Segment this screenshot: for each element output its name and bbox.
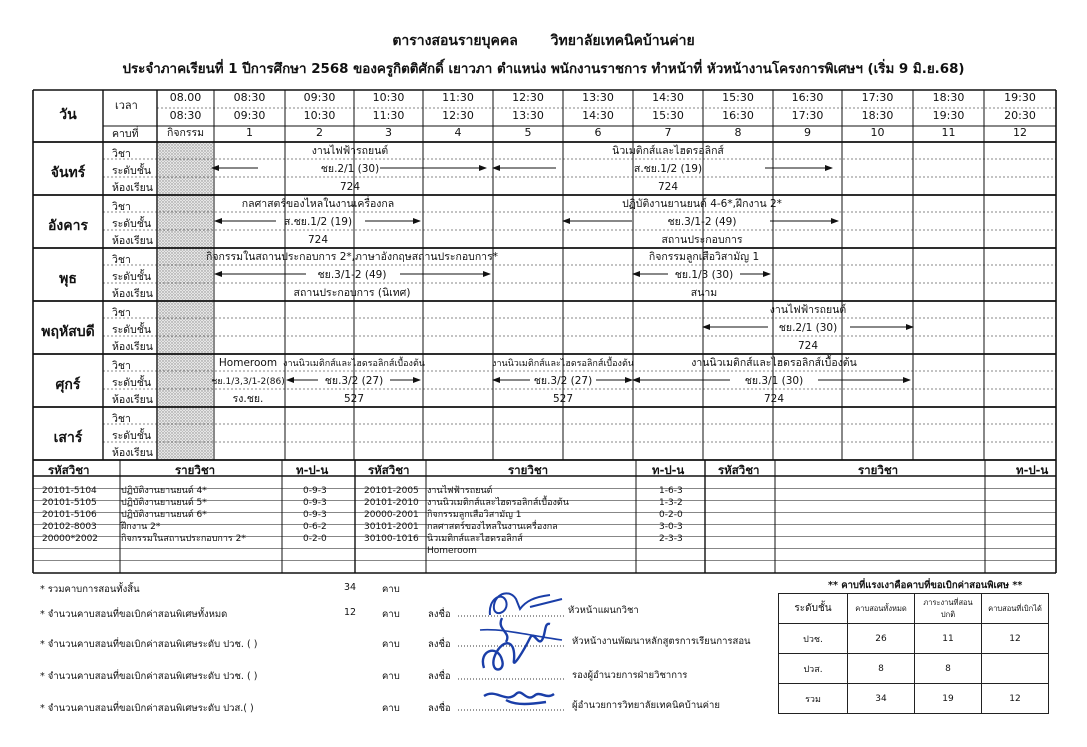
time-slot: 18:30 [932, 91, 965, 104]
course-name: กิจกรรมลูกเสือวิสามัญ 1 [427, 510, 522, 520]
course-name: กิจกรรมในสถานประกอบการ 2* [121, 534, 246, 544]
row-label: ระดับชั้น [112, 430, 152, 442]
course-name: ฝึกงาน 2* [121, 522, 161, 532]
course-code: 20101-5106 [42, 510, 97, 520]
slot-room: สถานประกอบการ (นิเทศ) [293, 287, 411, 299]
time-slot: 08:30 [233, 91, 266, 104]
legend-name-header: รายวิชา [858, 463, 899, 477]
slot-level: ส.ชย.1/2 (19) [633, 163, 703, 175]
slot-level: ชย.3/1 (30) [744, 375, 804, 387]
row-label: ระดับชั้น [112, 271, 152, 283]
legend-name-header: รายวิชา [508, 463, 549, 477]
time-slot: 12:30 [512, 91, 544, 104]
row-label: วิชา [112, 360, 131, 372]
time-slot: 12:30 [442, 109, 474, 122]
course-code: 30101-2001 [364, 522, 419, 532]
period-label: คาบที่ [112, 128, 139, 140]
course-code: 20000-2001 [364, 510, 419, 520]
slot-subject: งานไฟฟ้ารถยนต์ [311, 145, 389, 157]
summary-row [779, 684, 1049, 714]
row-label: ระดับชั้น [112, 324, 152, 336]
summary-cell: 8 [848, 654, 915, 684]
course-code: 20101-2010 [364, 498, 419, 508]
time-label: เวลา [115, 99, 138, 112]
summary-cell: 12 [982, 624, 1049, 654]
course-name: งานนิวเมติกส์และไฮดรอลิกส์เบื้องต้น [427, 498, 569, 508]
period-number: 12 [1013, 126, 1027, 139]
slot-level: ชย.3/2 (27) [533, 375, 593, 387]
slot-subject: งานนิวเมติกส์และไฮดรอลิกส์เบื้องต้น [691, 357, 857, 369]
course-tpn: 0-2-0 [303, 534, 327, 544]
title-text: ตารางสอนรายบุคคล [392, 33, 518, 49]
special-pvs-label: * จำนวนคาบสอนที่ขอเบิกค่าสอนพิเศษระดับ ปวส.( ) [40, 703, 254, 714]
summary-header-row [779, 594, 1049, 624]
period-number: 9 [804, 126, 811, 139]
course-name: งานไฟฟ้ารถยนต์ [427, 486, 493, 496]
slot-level: ชย.3/1-2 (49) [667, 216, 737, 228]
day-monday: จันทร์ [50, 165, 86, 181]
course-name: นิวเมติกส์และไฮดรอลิกส์ [427, 534, 523, 544]
course-code: 30100-1016 [364, 534, 419, 544]
summary-cell: 11 [915, 624, 982, 654]
signature-curriculum-head [472, 610, 572, 680]
period-number: กิจกรรม [166, 127, 205, 139]
course-tpn: 1-6-3 [659, 486, 683, 496]
slot-room: รง.ชย. [232, 393, 264, 405]
time-slot: 14:30 [652, 91, 684, 104]
slot-room: 724 [657, 181, 679, 193]
time-slot: 14:30 [582, 109, 614, 122]
unit-label: คาบ [382, 703, 400, 714]
legend-tpn-header: ท-ป-น [1016, 463, 1049, 477]
time-slot: 08.00 [169, 91, 202, 104]
slot-level: ชย.2/1 (30) [778, 322, 838, 334]
slot-room: สนาม [690, 287, 718, 299]
summary-row [779, 654, 1049, 684]
time-slot: 11:30 [442, 91, 474, 104]
slot-subject: นิวเมติกส์และไฮดรอลิกส์ [612, 145, 724, 157]
special-pvc-label: * จำนวนคาบสอนที่ขอเบิกค่าสอนพิเศษระดับ ปวช. ( ) [40, 639, 258, 650]
summary-header: คาบสอนที่เบิกได้ [982, 594, 1049, 624]
course-name: ปฏิบัติงานยานยนต์ 5* [121, 498, 207, 508]
slot-level: ชย.1/3 (30) [674, 269, 734, 281]
time-slot: 13:30 [582, 91, 614, 104]
course-tpn: 0-9-3 [303, 486, 327, 496]
slot-room: สถานประกอบการ [661, 234, 743, 246]
summary-cell: 19 [915, 684, 982, 714]
day-wednesday: พุธ [59, 271, 77, 287]
course-name: กลศาสตร์ของไหลในงานเครื่องกล [427, 522, 558, 532]
slot-level: ชย.1/3,3/1-2(86) [211, 377, 285, 387]
time-slot: 15:30 [722, 91, 754, 104]
time-slot: 08:30 [169, 109, 202, 122]
course-name: Homeroom [427, 546, 477, 556]
legend-code-header: รหัสวิชา [718, 463, 760, 477]
course-code: 20000*2002 [42, 534, 99, 544]
course-code: 20102-8003 [42, 522, 97, 532]
slot-subject: กิจกรรมลูกเสือวิสามัญ 1 [648, 251, 760, 263]
role-deputy-director: รองผู้อำนวยการฝ่ายวิชาการ [572, 670, 688, 681]
period-number: 10 [870, 126, 885, 139]
day-friday: ศุกร์ [55, 377, 81, 393]
course-name: ปฏิบัติงานยานยนต์ 4* [121, 486, 207, 496]
course-name: ปฏิบัติงานยานยนต์ 6* [121, 510, 207, 520]
legend-code-header: รหัสวิชา [368, 463, 410, 477]
role-curriculum-head: หัวหน้างานพัฒนาหลักสูตรการเรียนการสอน [572, 636, 751, 647]
summary-cell: รวม [779, 684, 848, 714]
unit-label: คาบ [382, 671, 400, 682]
role-director: ผู้อำนวยการวิทยาลัยเทคนิคบ้านค่าย [572, 700, 720, 711]
summary-table [778, 593, 1049, 714]
slot-room: 724 [339, 181, 361, 193]
course-code: 20101-5104 [42, 486, 97, 496]
summary-cell: 26 [848, 624, 915, 654]
slot-room: 527 [552, 393, 574, 405]
summary-cell: ปวช. [779, 624, 848, 654]
row-label: วิชา [112, 307, 131, 319]
slot-subject: ปฏิบัติงานยานยนต์ 4-6*,ฝึกงาน 2* [622, 198, 782, 210]
unit-label: คาบ [382, 639, 400, 650]
day-thursday: พฤหัสบดี [41, 324, 95, 340]
time-slot: 16:30 [722, 109, 754, 122]
slot-subject: กิจกรรมในสถานประกอบการ 2*,ภาษาอังกฤษสถานประกอบการ* [206, 251, 498, 263]
row-label: วิชา [112, 413, 131, 425]
period-number: 3 [385, 126, 392, 139]
summary-header: ภาระงานที่สอนปกติ [915, 594, 982, 624]
summary-header: คาบสอนทั้งหมด [848, 594, 915, 624]
slot-level: ส.ชย.1/2 (19) [283, 216, 353, 228]
row-label: วิชา [112, 254, 131, 266]
row-label: วิชา [112, 201, 131, 213]
day-header: วัน [59, 107, 77, 123]
summary-cell: ปวส. [779, 654, 848, 684]
college-name: วิทยาลัยเทคนิคบ้านค่าย [550, 33, 695, 49]
summary-cell [982, 654, 1049, 684]
course-code: 20101-2005 [364, 486, 419, 496]
course-tpn: 3-0-3 [659, 522, 683, 532]
total-periods-value: 34 [344, 582, 357, 593]
period-number: 8 [734, 126, 742, 139]
row-label: ระดับชั้น [112, 377, 152, 389]
row-label: ห้องเรียน [112, 182, 153, 194]
role-dept-head: หัวหน้าแผนกวิชา [568, 605, 639, 616]
sign-label: ลงชื่อ [428, 639, 451, 650]
slot-room: 724 [797, 340, 819, 352]
row-label: ห้องเรียน [112, 341, 153, 353]
period-number: 4 [454, 126, 462, 139]
time-slot: 09:30 [233, 109, 266, 122]
period-number: 5 [524, 126, 532, 139]
course-tpn: 0-2-0 [659, 510, 683, 520]
summary-title: ** คาบที่แรงเงาคือคาบที่ขอเบิกค่าสอนพิเศษ ** [828, 580, 1023, 591]
sign-label: ลงชื่อ [428, 609, 451, 620]
time-slot: 19:30 [932, 109, 965, 122]
course-code: 20101-5105 [42, 498, 97, 508]
row-label: ห้องเรียน [112, 288, 153, 300]
time-slot: 11:30 [372, 109, 405, 122]
day-tuesday: อังคาร [48, 218, 88, 234]
period-number: 7 [664, 126, 672, 139]
special-all-value: 12 [344, 607, 357, 618]
time-slot: 17:30 [861, 91, 894, 104]
sign-label: ลงชื่อ [428, 703, 451, 714]
row-label: ระดับชั้น [112, 218, 152, 230]
legend-name-header: รายวิชา [175, 463, 216, 477]
row-label: ห้องเรียน [112, 447, 153, 459]
summary-cell: 12 [982, 684, 1049, 714]
course-tpn: 0-6-2 [303, 522, 327, 532]
signature-director [476, 682, 576, 712]
slot-subject: Homeroom [218, 357, 278, 369]
row-label: ห้องเรียน [112, 235, 153, 247]
slot-level: ชย.2/1 (30) [320, 163, 380, 175]
row-label: วิชา [112, 148, 131, 160]
period-number: 1 [246, 126, 253, 139]
page-subtitle: ประจำภาคเรียนที่ 1 ปีการศึกษา 2568 ของครูกิตติศักดิ์ เยาวภา ตำแหน่ง พนักงานราชการ ทำหน้าที่ หัวหน้างานโครงการพิเศษฯ (เริ่ม 9 มิ.ย.68) [122, 62, 965, 77]
total-periods-label: * รวมคาบการสอนทั้งสิ้น [40, 584, 140, 595]
slot-room: 724 [307, 234, 329, 246]
day-saturday: เสาร์ [53, 430, 83, 446]
unit-label: คาบ [382, 584, 400, 595]
course-tpn: 0-9-3 [303, 498, 327, 508]
slot-subject: งานนิวเมติกส์และไฮดรอลิกส์เบื้องต้น [283, 359, 425, 369]
legend-code-header: รหัสวิชา [48, 463, 90, 477]
time-slot: 13:30 [512, 109, 544, 122]
time-slot: 17:30 [791, 109, 824, 122]
slot-subject: งานไฟฟ้ารถยนต์ [769, 304, 847, 316]
period-number: 11 [941, 126, 956, 139]
slot-subject: งานนิวเมติกส์และไฮดรอลิกส์เบื้องต้น [492, 359, 634, 369]
special-all-label: * จำนวนคาบสอนที่ขอเบิกค่าสอนพิเศษทั้งหมด [40, 609, 228, 620]
slot-level: ชย.3/1-2 (49) [317, 269, 387, 281]
course-tpn: 0-9-3 [303, 510, 327, 520]
period-number: 2 [316, 126, 323, 139]
slot-level: ชย.3/2 (27) [324, 375, 384, 387]
special-pvc2-label: * จำนวนคาบสอนที่ขอเบิกค่าสอนพิเศษระดับ ปวช. ( ) [40, 671, 258, 682]
time-slot: 20:30 [1004, 109, 1036, 122]
time-slot: 09:30 [303, 91, 336, 104]
time-slot: 10:30 [372, 91, 405, 104]
course-tpn: 1-3-2 [659, 498, 683, 508]
slot-room: 527 [343, 393, 365, 405]
sign-label: ลงชื่อ [428, 671, 451, 682]
unit-label: คาบ [382, 609, 400, 620]
slot-room: 724 [763, 393, 785, 405]
row-label: ห้องเรียน [112, 394, 153, 406]
time-slot: 15:30 [652, 109, 684, 122]
period-number: 6 [594, 126, 602, 139]
row-label: ระดับชั้น [112, 165, 152, 177]
time-slot: 18:30 [861, 109, 894, 122]
time-slot: 16:30 [791, 91, 824, 104]
course-tpn: 2-3-3 [659, 534, 683, 544]
legend-tpn-header: ท-ป-น [652, 463, 685, 477]
summary-cell: 34 [848, 684, 915, 714]
summary-header: ระดับชั้น [779, 594, 848, 624]
summary-row [779, 624, 1049, 654]
legend-tpn-header: ท-ป-น [296, 463, 329, 477]
time-slot: 10:30 [303, 109, 336, 122]
slot-subject: กลศาสตร์ของไหลในงานเครื่องกล [241, 198, 395, 210]
time-slot: 19:30 [1004, 91, 1036, 104]
summary-cell: 8 [915, 654, 982, 684]
